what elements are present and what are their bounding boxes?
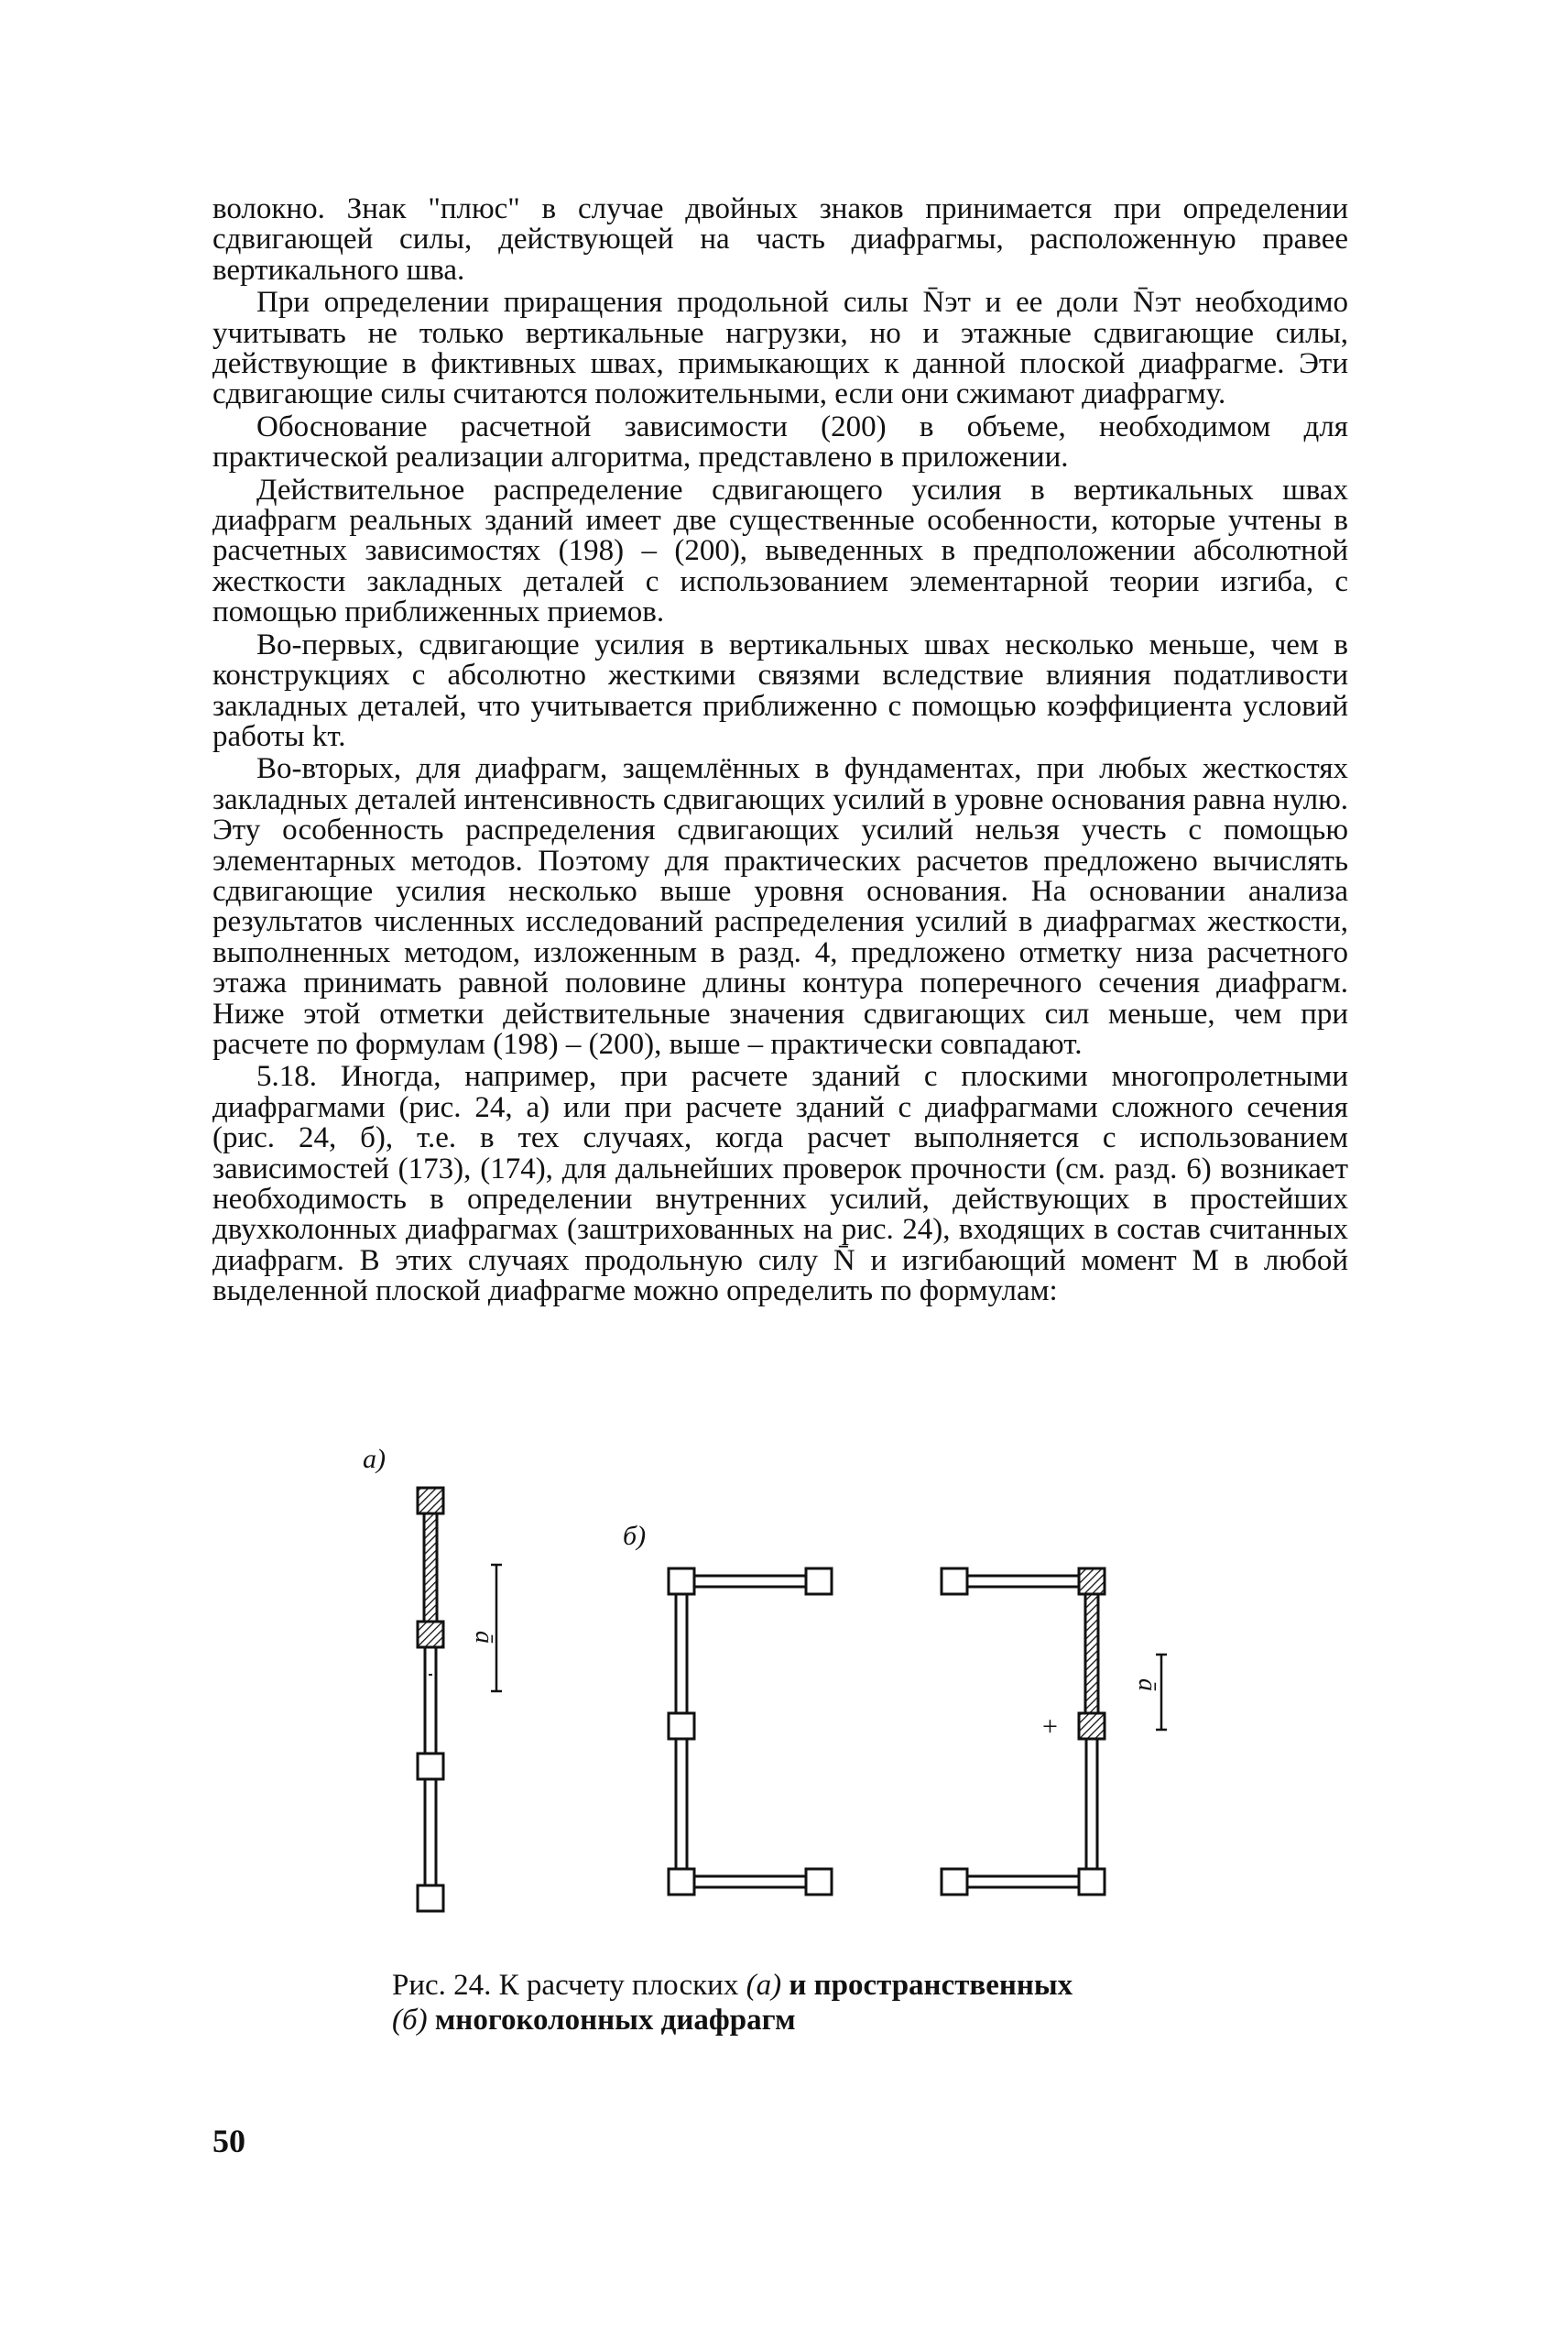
column-hatched <box>1079 1713 1105 1739</box>
figure-caption <box>392 1968 1216 2037</box>
column <box>806 1568 832 1594</box>
column-hatched <box>418 1488 443 1513</box>
caption-suffix: многоколонных диафрагм <box>427 2004 796 2037</box>
diagram-b-right <box>942 1568 1167 1895</box>
column-hatched <box>1079 1568 1105 1594</box>
paragraph-5: Во-первых, сдвигающие усилия в вертикальных швах несколько меньше, чем в конструкциях с абсолютно жесткими связями вследствие влияния податливости закладных деталей, что учитывается приближенно с помощью коэффициента условий работы kт. <box>212 628 1348 753</box>
column <box>806 1869 832 1895</box>
column <box>1079 1869 1105 1895</box>
paragraph-7: 5.18. Иногда, например, при расчете зданий с плоскими многопролетными диафрагмами (рис. 24, а) или при расчете зданий с диафрагмами сложного сечения (рис. 24, б), т.е. в тех случаях, когда расчет выполняется с использованием зависимостей (173), (174), для дальнейших проверок прочности (см. разд. 6) возникает необходимость в определении внутренних усилий, действующих в простейших двухколонных диафрагмах (заштрихованных на рис. 24), входящих в состав считанных диафрагм. В этих случаях продольную силу N̄ и изгибающий момент M в любой выделенной плоской диафрагме можно определить по формулам: <box>212 1060 1348 1308</box>
column <box>942 1568 967 1594</box>
dimension-label-a: ā <box>470 1631 498 1644</box>
paragraph-4: Действительное распределение сдвигающего усилия в вертикальных швах диафрагм реальных зданий имеет две существенные особенности, которые учтены в расчетных зависимостях (198) – (200), выведенных в предположении абсолютной жесткости закладных деталей с использованием элементарной теории изгиба, с помощью приближенных приемов. <box>212 473 1348 629</box>
column <box>942 1869 967 1895</box>
column <box>669 1713 694 1739</box>
wall-hatched <box>424 1513 437 1622</box>
body-text <box>212 194 1348 1307</box>
diagram-b-left <box>669 1568 832 1895</box>
column <box>418 1885 443 1911</box>
paragraph-3: Обоснование расчетной зависимости (200) в объеме, необходимом для практической реализации алгоритма, представлено в приложении. <box>212 410 1348 475</box>
figure-24 <box>330 1438 1246 1951</box>
diagram-a <box>418 1488 502 1911</box>
figure-label-a: а) <box>363 1444 386 1474</box>
caption-a-mark: (а) <box>746 1969 782 2002</box>
figure-label-b: б) <box>623 1521 647 1551</box>
caption-middle: и пространственных <box>781 1969 1073 2002</box>
column <box>669 1568 694 1594</box>
paragraph-6: Во-вторых, для диафрагм, защемлённых в фундаментах, при любых жесткостях закладных деталей интенсивность сдвигающих усилий в уровне основания равна нулю. Эту особенность распределения сдвигающих усилий нельзя учесть с помощью элементарных методов. Поэтому для практических расчетов предложено вычислять сдвигающие усилия несколько выше уровня основания. На основании анализа результатов численных исследований распределения усилий в диафрагмах жесткости, выполненных методом, изложенным в разд. 4, предложено отметку низа расчетного этажа принимать равной половине длины контура поперечного сечения диафрагм. Ниже этой отметки действительные значения сдвигающих сил меньше, чем при расчете по формулам (198) – (200), выше – практически совпадают. <box>212 752 1348 1061</box>
caption-prefix: Рис. 24. К расчету плоских <box>392 1969 746 2002</box>
paragraph-1: волокно. Знак "плюс" в случае двойных знаков принимается при определении сдвигающей силы, действующей на часть диафрагмы, расположенную правее вертикального шва. <box>212 192 1348 287</box>
wall-hatched <box>1085 1594 1098 1713</box>
column-hatched <box>418 1622 443 1647</box>
paragraph-2: При определении приращения продольной силы N̄эт и ее доли N̄эт необходимо учитывать не только вертикальные нагрузки, но и этажные сдвигающие силы, действующие в фиктивных швах, примыкающих к данной плоской диафрагме. Эти сдвигающие силы считаются положительными, если они сжимают диафрагму. <box>212 286 1348 411</box>
dimension-label-b: ā <box>1133 1678 1161 1691</box>
column <box>418 1753 443 1779</box>
column <box>669 1869 694 1895</box>
caption-b-mark: (б) <box>392 2004 428 2037</box>
figure-24-drawing <box>330 1438 1246 1951</box>
plus-sign: + <box>1042 1711 1058 1742</box>
page-number: 50 <box>212 2123 245 2159</box>
